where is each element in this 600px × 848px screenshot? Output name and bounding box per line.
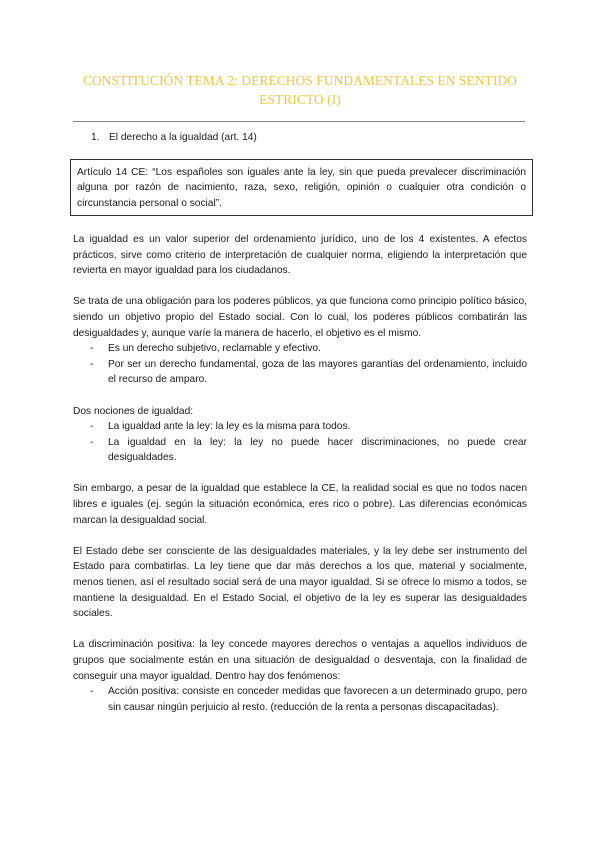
paragraph-realidad-social: Sin embargo, a pesar de la igualdad que establece la CE, la realidad social es que no todos nacen libres e iguales (ej. según la situación económica, eres rico o pobre). Las diferencias económicas marcan la desigualdad social.: [73, 483, 527, 526]
dash-bullet: -: [90, 358, 94, 370]
document-title: CONSTITUCIÓN TEMA 2: DERECHOS FUNDAMENTALES EN SENTIDO ESTRICTO (I): [82, 73, 518, 107]
dash-bullet: -: [90, 343, 94, 355]
article-quote-box: Artículo 14 CE: “Los españoles son iguales ante la ley, sin que pueda prevalecer discriminación alguna por razón de nacimiento, raza, sexo, religión, opinión o cualquier otra condición o circunstancia personal o social”.: [70, 159, 533, 217]
dash-bullet: -: [90, 436, 94, 448]
dash-bullet: -: [90, 421, 94, 433]
list-item: - Es un derecho subjetivo, reclamable y efectivo.: [73, 341, 527, 357]
section-label: El derecho a la igualdad (art. 14): [109, 132, 257, 143]
dash-bullet: -: [90, 686, 94, 698]
title-divider: [73, 121, 525, 122]
list-nociones-igualdad: [73, 419, 527, 466]
section-heading: [91, 130, 527, 146]
list-item: - La igualdad en la ley: la ley no puede hacer discriminaciones, no puede crear desigualdades.: [90, 436, 527, 464]
list-derecho-caracteristicas: [73, 341, 527, 388]
paragraph-discriminacion-positiva: La discriminación positiva: la ley concede mayores derechos o ventajas a aquellos individuos de grupos que socialmente están en una situación de desigualdad o desventaja, con la finalidad de conseguir una mayor igualdad. Dentro hay dos fenómenos:: [73, 639, 527, 682]
paragraph-valor-superior: La igualdad es un valor superior del ordenamiento jurídico, uno de los 4 existentes. A efectos prácticos, sirve como criterio de interpretación de cualquier norma, eligiendo la interpretación que revierta en mayor igualdad para los ciudadanos.: [73, 233, 527, 277]
section-number: 1.: [91, 132, 100, 143]
document-body: [73, 130, 527, 715]
list-item: - Acción positiva: consiste en conceder medidas que favorecen a un determinado grupo, pero sin causar ningún perjuicio al resto. (reducción de la renta a personas discapacitadas).: [90, 686, 527, 713]
list-item: - Por ser un derecho fundamental, goza de las mayores garantías del ordenamiento, incluido el recurso de amparo.: [90, 358, 527, 386]
list-item: - La igualdad ante la ley: la ley es la misma para todos.: [73, 419, 527, 435]
paragraph-obligacion-poderes: Se trata de una obligación para los poderes públicos, ya que funciona como principio político básico, siendo un objetivo propio del Estado social. Con lo cual, los poderes públicos combatirán las desigualdades y, aunque varíe la manera de hacerlo, el objetivo es el mismo.: [73, 296, 527, 339]
paragraph-estado-desigualdades: El Estado debe ser consciente de las desigualdades materiales, y la ley debe ser instrumento del Estado para combatirlas. La ley tiene que dar más derechos a los que, material y socialmente, menos tienen, así el resultado social será de una mayor igualdad. Si se ofrece lo mismo a todos, se mantiene la desigualdad. En el Estado Social, el objetivo de la ley es superar las desigualdades sociales.: [73, 545, 527, 620]
nociones-heading: Dos nociones de igualdad:: [73, 405, 194, 417]
list-fenomenos: [73, 684, 527, 715]
